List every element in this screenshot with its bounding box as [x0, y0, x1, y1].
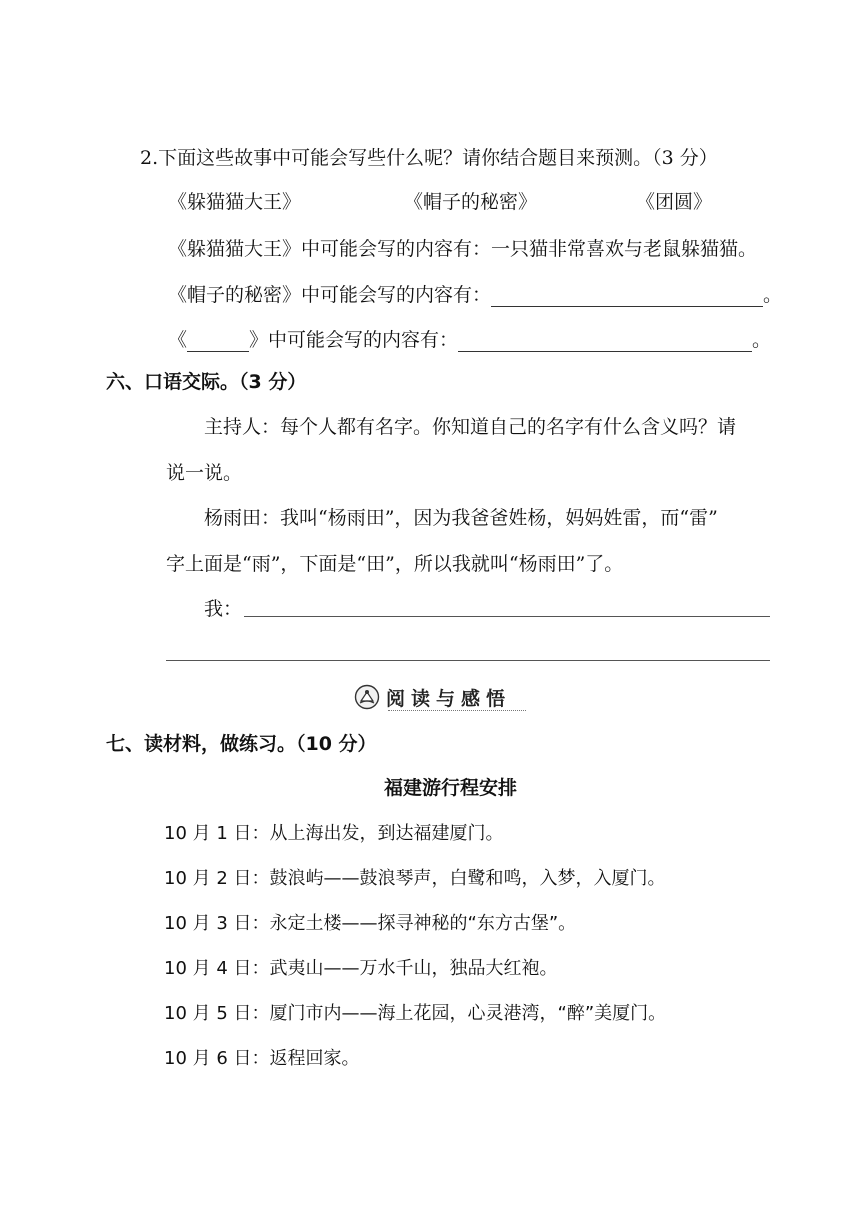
itinerary-item: 10 月 6 日：返程回家。: [164, 1048, 360, 1069]
host-dialogue-line-1: 主持人：每个人都有名字。你知道自己的名字有什么含义吗？请: [204, 416, 737, 438]
answer-blank-hat-secret[interactable]: [491, 288, 763, 307]
q2-line2-prefix: 《帽子的秘密》中可能会写的内容有：: [168, 284, 492, 306]
yang-dialogue-line-2: 字上面是“雨”，下面是“田”，所以我就叫“杨雨田”了。: [166, 553, 624, 575]
banner-underline: [388, 710, 526, 711]
story-title-2: 《帽子的秘密》: [404, 191, 538, 213]
story-title-3: 《团圆》: [636, 191, 713, 213]
title-open-bracket: 《: [168, 329, 188, 351]
itinerary-item: 10 月 1 日：从上海出发，到达福建厦门。: [164, 823, 504, 844]
itinerary-item: 10 月 2 日：鼓浪屿——鼓浪琴声，白鹭和鸣，入梦，入厦门。: [164, 868, 666, 889]
answer-line-me-1[interactable]: [244, 616, 770, 617]
host-dialogue-line-2: 说一说。: [166, 462, 243, 484]
yang-dialogue-line-1: 杨雨田：我叫“杨雨田”，因为我爸爸姓杨，妈妈姓雷，而“雷”: [204, 507, 718, 529]
section-6-heading: 六、口语交际。（3 分）: [106, 371, 307, 393]
answer-line-me-2[interactable]: [166, 660, 770, 661]
section-7-heading: 七、读材料，做练习。（10 分）: [106, 733, 377, 755]
answer-blank-title-content[interactable]: [458, 333, 752, 352]
banner-title: 阅读与感悟: [386, 687, 512, 710]
q2-answer-line-3: [168, 328, 771, 352]
q2-prompt: 2.下面这些故事中可能会写些什么呢？请你结合题目来预测。（3 分）: [140, 147, 718, 169]
period: 。: [752, 329, 772, 351]
q2-example-answer: 《躲猫猫大王》中可能会写的内容有：一只猫非常喜欢与老鼠躲猫猫。: [168, 238, 758, 260]
story-title-1: 《躲猫猫大王》: [168, 191, 302, 213]
itinerary-title: 福建游行程安排: [384, 777, 518, 799]
q2-line3-mid: 》中可能会写的内容有：: [249, 329, 459, 351]
period: 。: [763, 284, 783, 306]
itinerary-item: 10 月 4 日：武夷山——万水千山，独品大红袍。: [164, 958, 558, 979]
itinerary-item: 10 月 3 日：永定土楼——探寻神秘的“东方古堡”。: [164, 913, 577, 934]
me-label: 我：: [204, 598, 243, 620]
reading-section-banner: [354, 682, 526, 712]
q2-answer-line-2: [168, 283, 782, 307]
itinerary-item: 10 月 5 日：厦门市内——海上花园，心灵港湾，“醉”美厦门。: [164, 1003, 667, 1024]
reading-icon: [354, 684, 380, 710]
answer-blank-title[interactable]: [187, 333, 249, 352]
